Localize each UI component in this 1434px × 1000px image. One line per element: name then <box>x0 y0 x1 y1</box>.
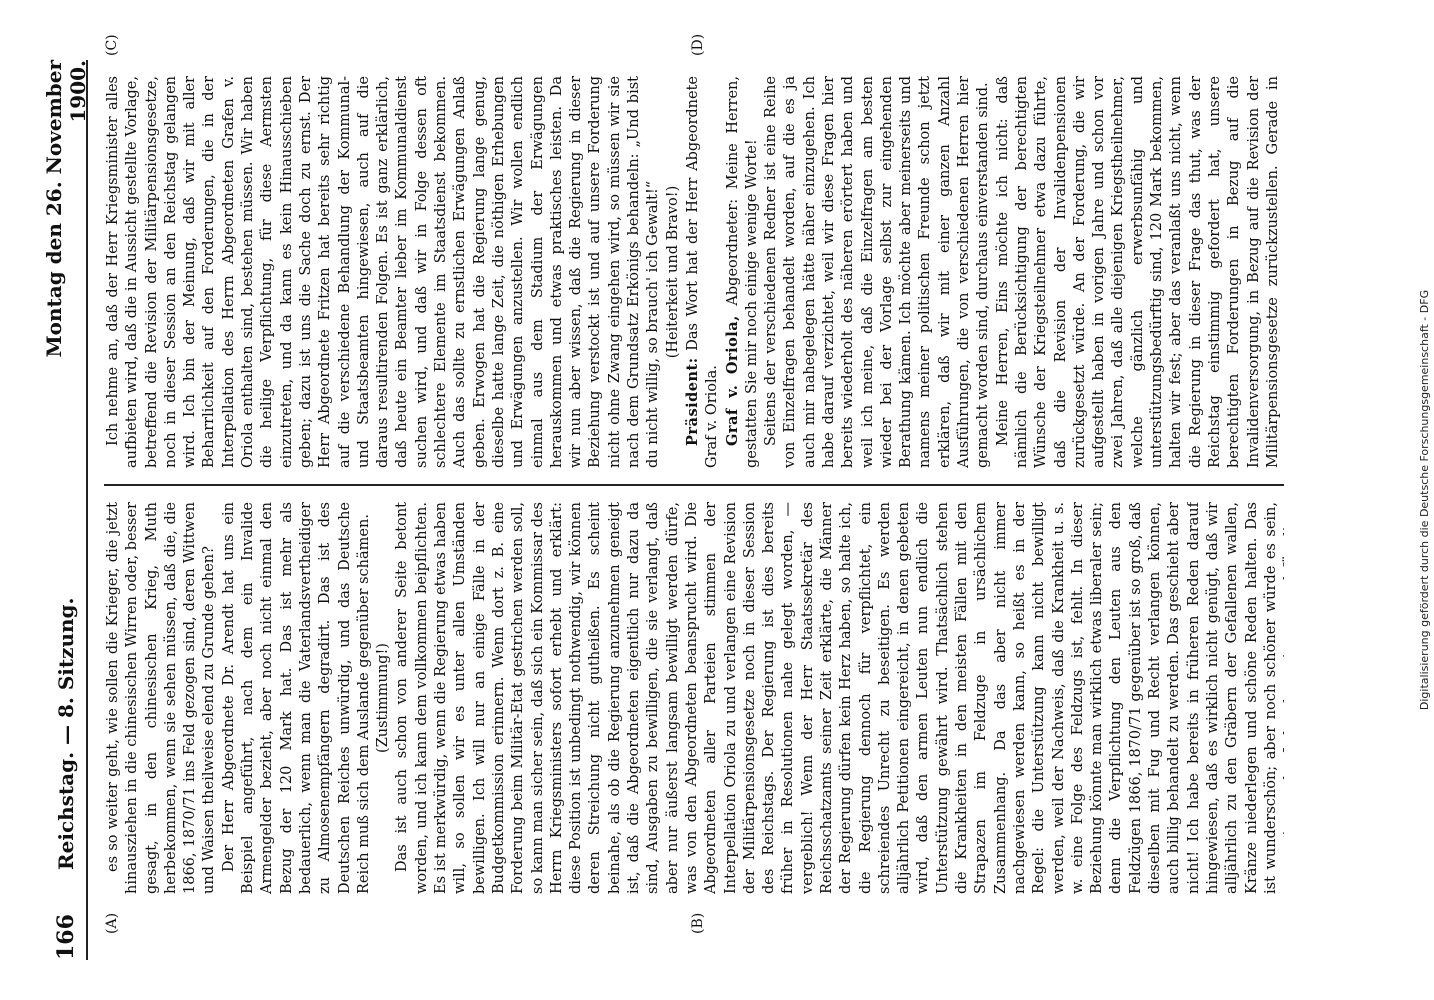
paragraph <box>723 76 763 468</box>
column-divider <box>104 484 1284 486</box>
paragraph-text: Das ist auch schon von anderer Seite betont worden, und ich kann dem vollkommen beipflichten. Es ist merkwürdig, wenn die Regierung etwas haben will, so sollen wir es unter allen Umständen bewilligen. Ich will nur an einige Fälle in der Budgetkommission erinnern. Wenn dort z. B. eine Forderung beim Militär-Etat gestrichen werden soll, so kann man sicher sein, daß sich ein Kommissar des Herrn Kriegsministers sofort erhebt und erklärt: diese Position ist unbedingt nothwendig, wir können deren Streichung nicht gutheißen. Es scheint beinahe, als ob die Regierung anzunehmen geneigt ist, daß die Abgeordneten eigentlich nur dazu da sind, Ausgaben zu bewilligen, die sie verlangt, daß aber nur äußerst langsam bewilligt werden dürfe, was von den Abgeordneten beansprucht wird. Die Abgeordneten aller Parteien stimmen der Interpellation Oriola zu und verlangen eine Revision der Militärpensionsgesetze noch in dieser Session des Reichstags. Der Regierung ist dies bereits früher in Resolutionen nahe gelegt worden, — vergeblich! Wenn der Herr Staatssekretär des Reichsschatzamts seiner Zeit erklärte, die Männer der Regierung dürfen kein Herz haben, so halte ich, die Regierung dennoch für verpflichtet, ein schreiendes Unrecht zu beseitigen. Es werden alljährlich Petitionen eingereicht, in denen gebeten wird, daß den armen Leuten nun endlich die Unterstützung gewährt wird. Thatsächlich stehen die Krankheiten in den meisten Fällen mit den Strapazen im Feldzuge in ursächlichem Zusammenhang. Da das aber nicht immer nachgewiesen werden kann, so heißt es in der Regel: die Unterstützung kann nicht bewilligt werden, weil der Nachweis, daß die Krankheit u. s. w. eine Folge des Feldzugs ist, fehlt. In dieser Beziehung könnte man wirklich etwas liberaler sein; denn die Verpflichtung den Leuten aus den Feldzügen 1866, 1870/71 gegenüber ist so groß, daß dieselben mit Fug und Recht verlangen können, auch billig behandelt zu werden. Das geschieht aber nicht! Ich habe bereits in früheren Reden darauf hingewiesen, daß es wirklich nicht genügt, daß wir alljährlich zu den Gräbern der Gefallenen wallen, Kränze niederlegen und schöne Reden halten. Das ist wunderschön; aber noch schöner würde es sein, <box>394 502 1279 894</box>
session-title: Reichstag. — 8. Sitzung. <box>54 597 78 870</box>
margin-marker-b: (B) <box>690 912 706 934</box>
page-number: 166 <box>53 914 79 960</box>
left-text-column <box>104 502 1284 894</box>
speaker-name: Präsident: <box>683 357 701 446</box>
paragraph-text: Das Wort hat der Herr Abgeordnete Graf v. Oriola. <box>684 76 721 468</box>
paragraph <box>393 502 1284 894</box>
paragraph-text: Seitens der verschiedenen Redner ist eine Reihe von Einzelfragen behandelt worden, auf die es ja auch mir nahegelegen hätte näher einzugehen. Ich habe darauf verzichtet, weil wir diese Fragen hier bereits wiederholt des näheren erörtert haben und weil ich meine, daß die Einzelfragen am besten wieder bei der Vorlage selbst zur eingehenden Berathung kämen. Ich möchte aber meinerseits und namens meiner politischen Freunde schon jetzt erklären, daß wir mit einer ganzen Anzahl Ausführungen, die von verschiedenen Herren hier gemacht worden sind, durchaus einverstanden sind. <box>763 76 992 468</box>
paragraph <box>220 502 374 894</box>
paragraph-text: (Zustimmung!) <box>375 643 392 753</box>
paragraph <box>104 502 220 894</box>
paragraph-text: Meine Herren, Eins möchte ich nicht: daß nämlich die Berücksichtigung der berechtigten Wünsche der Kriegsteilnehmer etwa dazu führte, daß die Revision der Invalidenpensionen zurückgesetzt würde. An der Forderung, die wir aufgestellt haben in vorigen Jahre und schon vor zwei Jahren, daß alle diejenigen Kriegstheilnehmer, welche gänzlich erwerbsunfähig und unterstützungsbedürftig sind, 120 Mark bekommen, halten wir fest; aber das veranlaßt uns nicht, wenn die Regierung in dieser Frage das thut, was der Reichstag einstimmig gefordert hat, unsere berechtigten Forderungen in Bezug auf die Invalidenversorgung, in Bezug auf die Revision der Militärpensionsgesetze zurückzustellen. Gerade in <box>994 76 1281 468</box>
margin-marker-d: (D) <box>690 33 706 56</box>
interjection <box>374 502 393 894</box>
speaker-name: Graf v. Oriola, <box>723 315 741 446</box>
page-header <box>42 60 90 960</box>
paragraph <box>762 76 994 468</box>
paragraph <box>683 76 723 468</box>
paragraph <box>994 76 1284 468</box>
interjection <box>664 76 683 468</box>
session-date: Montag den 26. November 1900. <box>42 60 90 358</box>
margin-marker-a: (A) <box>104 912 120 934</box>
paragraph-text: es so weiter geht, wie sollen die Krieger, die jetzt hinausziehen in die chinesischen Wirren oder, besser gesagt, in den chinesischen Krieg, Muth herbekommen, wenn sie sehen müssen, daß die, die 1866, 1870/71 ins Feld gezogen sind, deren Wittwen und Waisen theilweise elend zu Grunde gehen? <box>105 502 218 894</box>
dfg-credit-text: Digitalisierung gefördert durch die Deutsche Forschungsgemeinschaft - DFG <box>1418 289 1431 711</box>
paragraph-text: Abgeordneter: Meine Herren, gestatten Sie mir noch einige wenige Worte! <box>724 76 760 468</box>
paragraph <box>104 76 664 468</box>
right-text-column <box>104 76 1284 468</box>
paragraph-text: Ich nehme an, daß der Herr Kriegsminister alles aufbieten wird, daß die in Aussicht gestellte Vorlage, betreffend die Revision der Militärpensionsgesetze, noch in dieser Session an den Reichstag gelangen wird. Ich bin der Meinung, daß wir mit aller Beharrlichkeit auf den Forderungen, die in der Interpellation des Herrn Abgeordneten Grafen v. Oriola enthalten sind, bestehen müssen. Wir haben die heilige Verpflichtung, für diese Aermsten einzutreten, und da kann es kein Hinausschieben geben; dazu ist uns die Sache doch zu ernst. Der Herr Abgeordnete Fritzen hat bereits sehr richtig auf die verschiedene Behandlung der Kommunal- und Staatsbeamten hingewiesen, auch auf die daraus resultirenden Folgen. Es ist ganz erklärlich, daß heute ein Beamter lieber im Kommunaldienst suchen wird, und daß wir in Folge dessen oft schlechtere Elemente im Staatsdienst bekommen. Auch das sollte zu ernstlichen Erwägungen Anlaß geben. Erwogen hat die Regierung lange genug, dieselbe hatte lange Zeit, die nöthigen Erhebungen und Erwägungen anzustellen. Wir wollen endlich einmal aus dem Stadium der Erwägungen herauskommen und etwas praktisches leisten. Da wir nun aber wissen, daß die Regierung in dieser Beziehung verstockt ist und auf unsere Forderung nicht ohne Zwang eingehen wird, so müssen wir sie nach dem Grundsatz Erkönigs behandeln: „Und bist du nicht willig, so brauch' ich Gewalt!“ <box>105 76 662 468</box>
paragraph-text: (Heiterkeit und Bravo!) <box>664 185 681 359</box>
paragraph-text: Der Herr Abgeordnete Dr. Arendt hat uns ein Beispiel angeführt, nach dem ein Invalide Armengelder bezieht, aber noch nicht einmal den Bezug der 120 Mark hat. Das ist mehr als bedauerlich, wenn man die Vaterlandsvertheidiger zu Almosenempfängern degradirt. Das ist des Deutschen Reiches unwürdig, und das Deutsche Reich muß sich dem Auslande gegenüber schämen. <box>220 502 372 894</box>
dfg-credit-strip <box>1416 0 1434 1000</box>
margin-marker-c: (C) <box>104 34 120 56</box>
